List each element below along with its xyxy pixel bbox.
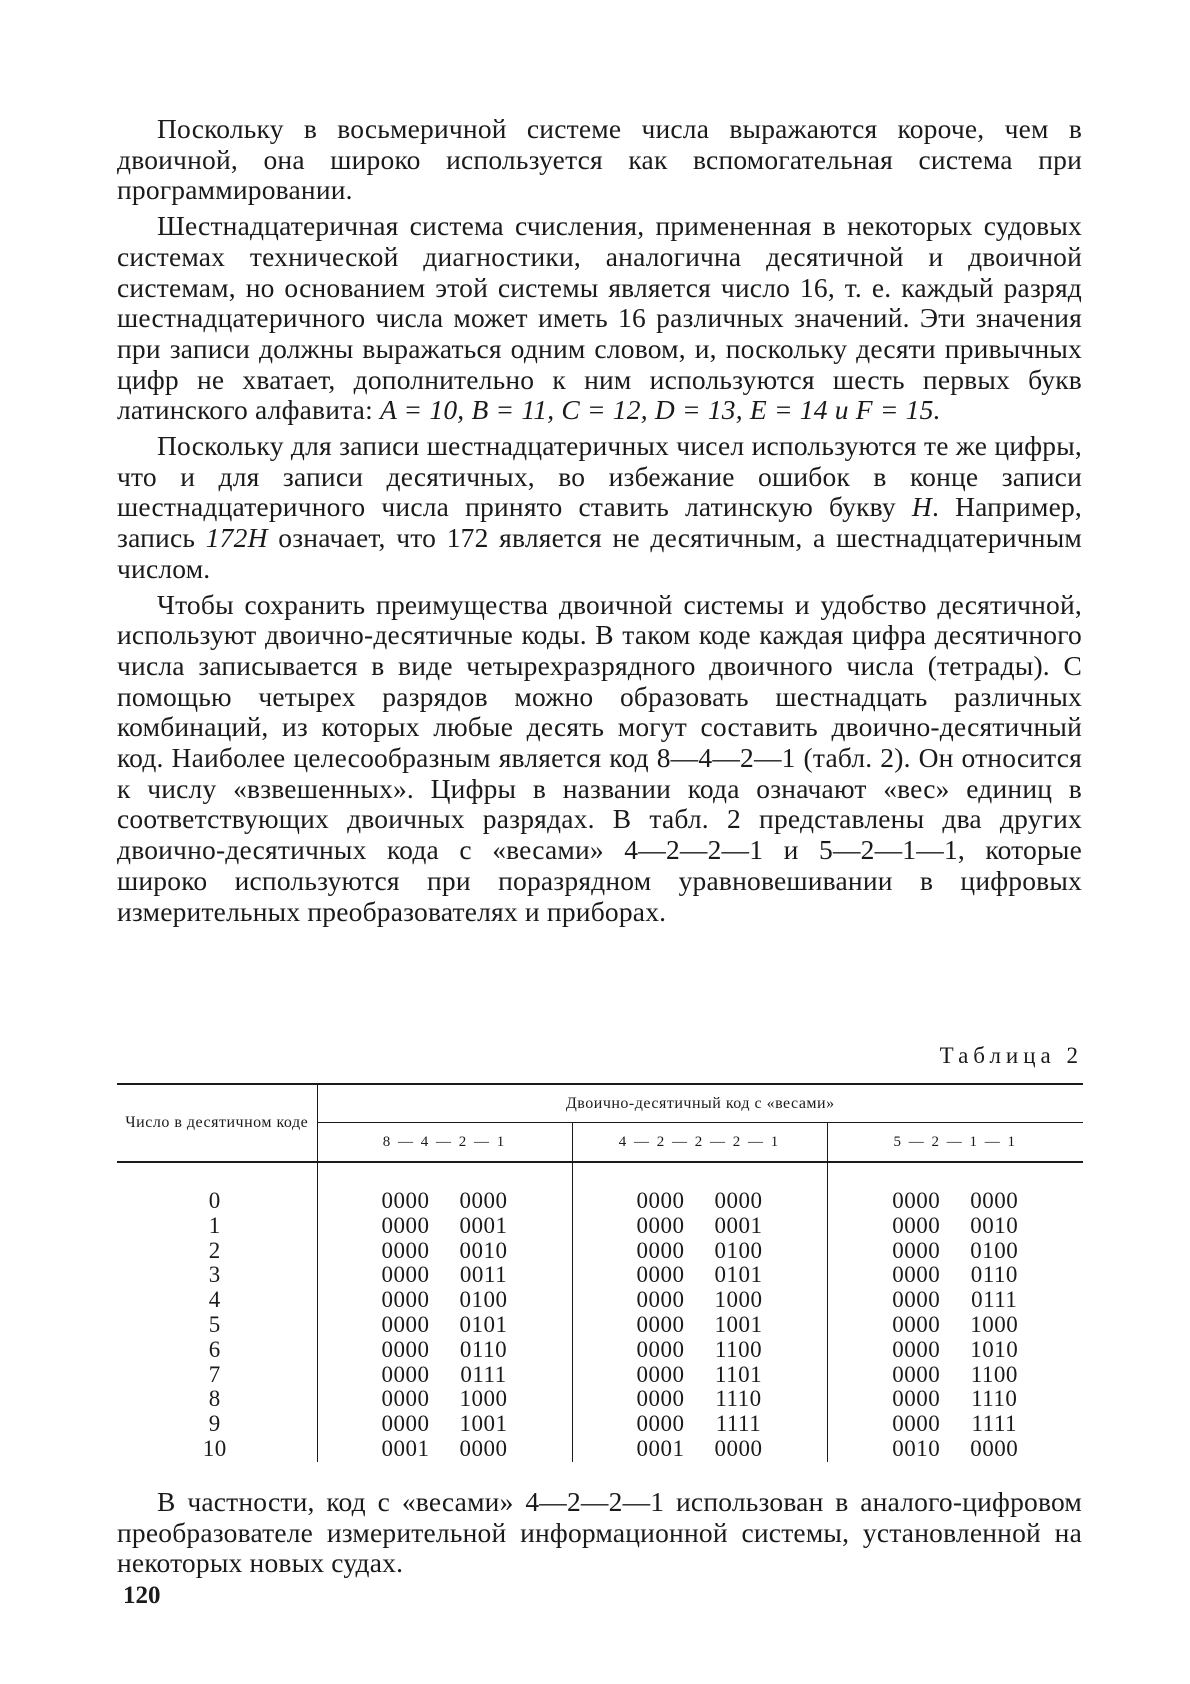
high-tetrad: 0000 — [892, 1188, 941, 1213]
high-tetrad: 0000 — [892, 1262, 941, 1288]
code-cell-42221 — [572, 1387, 827, 1412]
decimal-number-cell: 3 — [117, 1263, 317, 1288]
code-cell-42221 — [572, 1288, 827, 1313]
code-cell-8421 — [317, 1239, 572, 1264]
high-tetrad: 0000 — [381, 1336, 430, 1362]
tetrad-pair — [622, 1338, 778, 1363]
code-cell-8421 — [317, 1214, 572, 1239]
code-cell-42221 — [572, 1363, 827, 1388]
code-cell-5211 — [827, 1214, 1083, 1239]
code-cell-5211 — [827, 1437, 1083, 1462]
tetrad-pair — [877, 1363, 1033, 1388]
low-tetrad: 1000 — [714, 1287, 763, 1313]
paragraph-hexadecimal — [117, 211, 1082, 426]
hex-suffix-letter: H — [911, 491, 932, 523]
hex-example-post: означает, что 172 является не десятичным, а шестнадцатеричным числом. — [117, 522, 1083, 584]
code-cell-42221 — [572, 1214, 827, 1239]
low-tetrad: 1111 — [715, 1411, 762, 1437]
low-tetrad: 0001 — [714, 1212, 763, 1238]
low-tetrad: 0110 — [459, 1336, 508, 1362]
table-row — [117, 1437, 1083, 1462]
hex-example-pre: . Например, запись — [117, 491, 1082, 554]
code-cell-42221 — [572, 1239, 827, 1264]
code-cell-8421 — [317, 1189, 572, 1214]
code-cell-5211 — [827, 1387, 1083, 1412]
low-tetrad: 1110 — [715, 1386, 762, 1412]
high-tetrad: 0000 — [636, 1237, 685, 1263]
tetrad-pair — [367, 1239, 523, 1264]
tetrad-pair — [622, 1189, 778, 1214]
tetrad-pair — [622, 1239, 778, 1264]
paragraph-octal: Поскольку в восьмеричной системе числа выражаются короче, чем в двоичной, она широко используется как вспомогательная система при программировании. — [117, 113, 1082, 206]
high-tetrad: 0010 — [892, 1435, 941, 1461]
paragraph-hexadecimal-text: Шестнадцатеричная система счисления, примененная в некоторых судовых системах технической диагностики, аналогична десятичной и двоичной системам, но основанием этой системы является число 16, т. е. каждый разряд шестнадцатеричного числа может иметь 16 различных значений. Эти значения при записи должны выражаться одним словом, и, поскольку десяти привычных цифр не хватает, дополнительно к ним используются шесть первых букв латинского алфавита: — [117, 210, 1082, 426]
decimal-number-cell: 7 — [117, 1363, 317, 1388]
tetrad-pair — [877, 1239, 1033, 1264]
high-tetrad: 0000 — [636, 1188, 685, 1213]
tetrad-pair — [622, 1412, 778, 1437]
code-cell-42221 — [572, 1437, 827, 1462]
low-tetrad: 0101 — [714, 1262, 763, 1288]
tetrad-pair — [367, 1214, 523, 1239]
hex-letter-values: A = 10, B = 11, C = 12, D = 13, E = 14 и F = 15. — [379, 394, 941, 426]
paragraph-bcd-codes: Чтобы сохранить преимущества двоичной системы и удобство десятичной, используют двоично-десятичные коды. В таком коде каждая цифра десятичного числа записывается в виде четырехразрядного двоичного числа (тетрады). С помощью четырех разрядов можно образовать шестнадцать различных комбинаций, из которых любые десять могут составить двоично-десятичный код. Наиболее целесообразным является код 8—4—2—1 (табл. 2). Он относится к числу «взвешенных». Цифры в названии кода означают «вес» единиц в соответствующих двоичных разрядах. В табл. 2 представлены два других двоично-десятичных кода с «весами» 4—2—2—1 и 5—2—1—1, которые широко используются при поразрядном уравновешивании в цифровых измерительных преобразователях и приборах. — [117, 588, 1082, 927]
tetrad-pair — [367, 1313, 523, 1338]
high-tetrad: 0000 — [892, 1386, 941, 1412]
tetrad-pair — [367, 1338, 523, 1363]
code-cell-8421 — [317, 1263, 572, 1288]
table-row — [117, 1214, 1083, 1239]
code-cell-42221 — [572, 1189, 827, 1214]
decimal-number-cell: 0 — [117, 1189, 317, 1214]
high-tetrad: 0000 — [381, 1287, 430, 1313]
low-tetrad: 1001 — [459, 1411, 508, 1437]
tetrad-pair — [877, 1387, 1033, 1412]
table-row — [117, 1239, 1083, 1264]
high-tetrad: 0000 — [381, 1311, 430, 1337]
table-caption: Таблица 2 — [939, 1043, 1083, 1068]
tetrad-pair — [622, 1214, 778, 1239]
high-tetrad: 0000 — [381, 1262, 430, 1288]
tetrad-pair — [877, 1437, 1033, 1462]
low-tetrad: 0101 — [459, 1311, 508, 1337]
tetrad-pair — [367, 1288, 523, 1313]
table-row — [117, 1313, 1083, 1338]
paragraph-hex-suffix-text: Поскольку для записи шестнадцатеричных чисел используются те же цифры, что и для записи десятичных, во избежание ошибок в конце записи шестнадцатеричного числа принято ставить латинскую букву — [117, 430, 1082, 523]
code-cell-8421 — [317, 1437, 572, 1462]
code-cell-5211 — [827, 1313, 1083, 1338]
hex-example: 172H — [205, 522, 268, 554]
low-tetrad: 1111 — [971, 1411, 1017, 1437]
high-tetrad: 0001 — [381, 1435, 430, 1461]
decimal-number-cell: 8 — [117, 1387, 317, 1412]
high-tetrad: 0000 — [892, 1287, 941, 1313]
table-row — [117, 1263, 1083, 1288]
spacer-cell — [572, 1162, 827, 1189]
low-tetrad: 1101 — [714, 1361, 763, 1387]
high-tetrad: 0000 — [636, 1262, 685, 1288]
low-tetrad: 0001 — [459, 1212, 508, 1238]
low-tetrad: 0010 — [459, 1237, 508, 1263]
table-spacer-row — [117, 1162, 1083, 1189]
code-cell-42221 — [572, 1313, 827, 1338]
table-row — [117, 1387, 1083, 1412]
page-number: 120 — [123, 1582, 161, 1609]
high-tetrad: 0000 — [381, 1386, 430, 1412]
header-code-8421: 8 — 4 — 2 — 1 — [317, 1123, 572, 1163]
spacer-cell — [827, 1162, 1083, 1189]
code-cell-5211 — [827, 1338, 1083, 1363]
tetrad-pair — [622, 1263, 778, 1288]
paragraph-hex-suffix — [117, 431, 1082, 585]
tetrad-pair — [877, 1313, 1033, 1338]
low-tetrad: 0100 — [459, 1287, 508, 1313]
high-tetrad: 0000 — [636, 1411, 685, 1437]
tetrad-pair — [367, 1412, 523, 1437]
tetrad-pair — [622, 1313, 778, 1338]
tetrad-pair — [367, 1437, 523, 1462]
tetrad-pair — [367, 1189, 523, 1214]
low-tetrad: 0110 — [970, 1262, 1018, 1288]
paragraph-adc-usage: В частности, код с «весами» 4—2—2—1 использован в аналого-цифровом преобразователе измерительной информационной системы, установленной на некоторых новых судах. — [117, 1486, 1082, 1579]
low-tetrad: 1100 — [970, 1361, 1018, 1387]
spacer-cell — [317, 1162, 572, 1189]
low-tetrad: 0000 — [459, 1188, 508, 1213]
tetrad-pair — [877, 1288, 1033, 1313]
high-tetrad: 0000 — [892, 1361, 941, 1387]
low-tetrad: 0000 — [714, 1435, 763, 1461]
table-row — [117, 1338, 1083, 1363]
code-cell-5211 — [827, 1412, 1083, 1437]
code-cell-5211 — [827, 1263, 1083, 1288]
high-tetrad: 0000 — [381, 1188, 430, 1213]
tetrad-pair — [622, 1387, 778, 1412]
low-tetrad: 1100 — [714, 1336, 763, 1362]
low-tetrad: 1010 — [970, 1336, 1019, 1362]
code-cell-8421 — [317, 1387, 572, 1412]
bcd-code-table — [117, 1083, 1083, 1462]
header-code-5211: 5 — 2 — 1 — 1 — [827, 1123, 1083, 1163]
low-tetrad: 1000 — [970, 1311, 1019, 1337]
code-cell-5211 — [827, 1239, 1083, 1264]
decimal-number-cell: 10 — [117, 1437, 317, 1462]
low-tetrad: 0000 — [970, 1188, 1019, 1213]
code-cell-42221 — [572, 1412, 827, 1437]
table-row — [117, 1189, 1083, 1214]
high-tetrad: 0001 — [636, 1435, 685, 1461]
tetrad-pair — [877, 1412, 1033, 1437]
code-cell-8421 — [317, 1412, 572, 1437]
tetrad-pair — [877, 1338, 1033, 1363]
tetrad-pair — [877, 1214, 1033, 1239]
code-cell-5211 — [827, 1189, 1083, 1214]
low-tetrad: 1000 — [459, 1386, 508, 1412]
low-tetrad: 0011 — [459, 1262, 508, 1288]
low-tetrad: 1001 — [714, 1311, 763, 1337]
low-tetrad: 0100 — [970, 1237, 1019, 1263]
decimal-number-cell: 2 — [117, 1239, 317, 1264]
table-row — [117, 1288, 1083, 1313]
decimal-number-cell: 6 — [117, 1338, 317, 1363]
code-cell-5211 — [827, 1288, 1083, 1313]
code-cell-8421 — [317, 1313, 572, 1338]
high-tetrad: 0000 — [636, 1361, 685, 1387]
high-tetrad: 0000 — [636, 1287, 685, 1313]
high-tetrad: 0000 — [636, 1336, 685, 1362]
table-row — [117, 1412, 1083, 1437]
high-tetrad: 0000 — [636, 1311, 685, 1337]
high-tetrad: 0000 — [381, 1411, 430, 1437]
code-cell-8421 — [317, 1338, 572, 1363]
code-cell-42221 — [572, 1338, 827, 1363]
tetrad-pair — [367, 1387, 523, 1412]
code-cell-8421 — [317, 1288, 572, 1313]
low-tetrad: 0111 — [971, 1287, 1018, 1313]
high-tetrad: 0000 — [892, 1336, 941, 1362]
high-tetrad: 0000 — [381, 1361, 430, 1387]
header-bcd-weights: Двоично-десятичный код с «весами» — [317, 1084, 1083, 1123]
low-tetrad: 0000 — [459, 1435, 508, 1461]
low-tetrad: 1110 — [971, 1386, 1018, 1412]
tetrad-pair — [367, 1263, 523, 1288]
tetrad-pair — [622, 1288, 778, 1313]
low-tetrad: 0010 — [970, 1212, 1019, 1238]
high-tetrad: 0000 — [892, 1237, 941, 1263]
code-cell-8421 — [317, 1363, 572, 1388]
decimal-number-cell: 5 — [117, 1313, 317, 1338]
low-tetrad: 0111 — [460, 1361, 507, 1387]
high-tetrad: 0000 — [381, 1212, 430, 1238]
high-tetrad: 0000 — [892, 1411, 941, 1437]
code-cell-42221 — [572, 1263, 827, 1288]
header-code-42221: 4 — 2 — 2 — 2 — 1 — [572, 1123, 827, 1163]
low-tetrad: 0000 — [714, 1188, 763, 1213]
decimal-number-cell: 4 — [117, 1288, 317, 1313]
table-row — [117, 1363, 1083, 1388]
decimal-number-cell: 1 — [117, 1214, 317, 1239]
high-tetrad: 0000 — [636, 1212, 685, 1238]
spacer-cell — [117, 1162, 317, 1189]
tetrad-pair — [367, 1363, 523, 1388]
low-tetrad: 0100 — [714, 1237, 763, 1263]
high-tetrad: 0000 — [381, 1237, 430, 1263]
high-tetrad: 0000 — [636, 1386, 685, 1412]
tetrad-pair — [877, 1189, 1033, 1214]
tetrad-pair — [877, 1263, 1033, 1288]
decimal-number-cell: 9 — [117, 1412, 317, 1437]
low-tetrad: 0000 — [970, 1435, 1019, 1461]
tetrad-pair — [622, 1437, 778, 1462]
high-tetrad: 0000 — [892, 1311, 941, 1337]
header-decimal-number: Число в десятичном коде — [117, 1084, 317, 1162]
code-cell-5211 — [827, 1363, 1083, 1388]
high-tetrad: 0000 — [892, 1212, 941, 1238]
tetrad-pair — [622, 1363, 778, 1388]
body-text — [117, 114, 1082, 927]
